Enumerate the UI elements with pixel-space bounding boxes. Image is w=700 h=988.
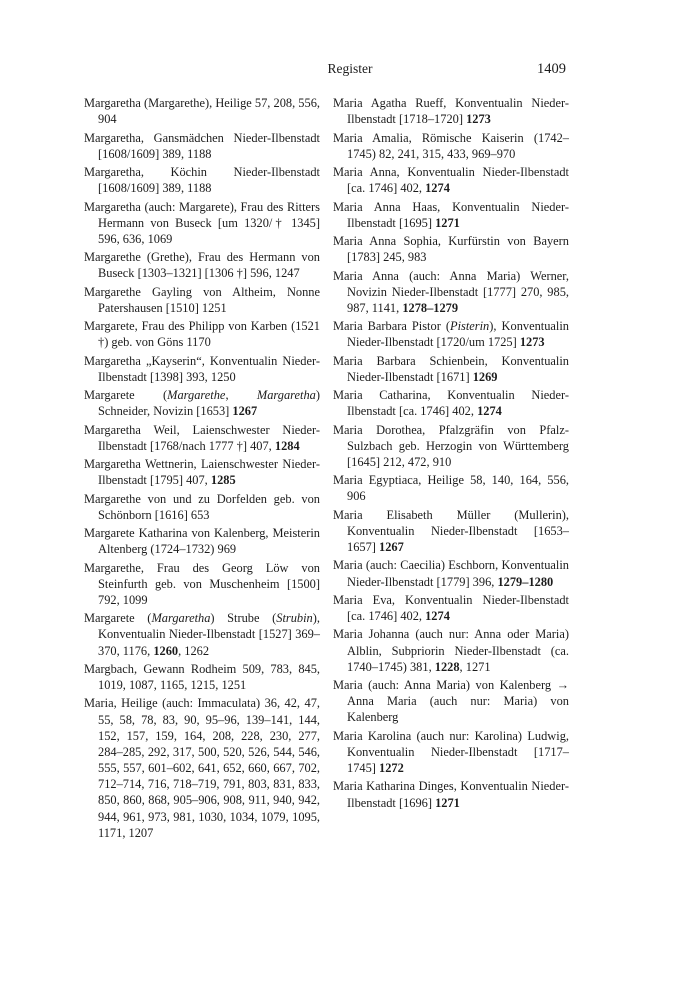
index-entry [84, 249, 320, 281]
index-entry [84, 560, 320, 608]
index-entry [333, 557, 569, 589]
entry-text: Maria Anna Haas, Konventualin Nieder-Ilbenstadt [1695] [333, 199, 569, 230]
bold-page-ref: 1267 [379, 540, 404, 555]
entry-text: Margaretha, Köchin Nieder-Ilbenstadt [1608/1609] 389, 1188 [84, 165, 320, 196]
entry-text: Maria Karolina (auch nur: Karolina) Ludwig, Konventualin Nieder-Ilbenstadt [1717–1745] [333, 728, 569, 776]
index-entry [84, 199, 320, 247]
entry-text: Margaretha Wettnerin, Laienschwester Nieder-Ilbenstadt [1795] 407, [84, 457, 320, 488]
entry-text: Maria Johanna (auch nur: Anna oder Maria) Alblin, Subpriorin Nieder-Ilbenstadt (ca. 1740–1745) 381, [333, 627, 569, 674]
index-column-right [333, 95, 569, 813]
entry-text: Margarete ( [84, 388, 168, 403]
entry-text: Margarethe Gayling von Altheim, Nonne Patershausen [1510] 1251 [84, 284, 320, 315]
index-entry [333, 353, 569, 385]
index-entry [84, 387, 320, 419]
entry-text: ), Konventualin Nieder-Ilbenstadt [1720/um 1725] [347, 319, 569, 350]
index-entry [333, 130, 569, 162]
entry-text: ) Schneider, Novizin [1653] [98, 388, 320, 419]
entry-text: Maria Anna, Konventualin Nieder-Ilbenstadt [ca. 1746] 402, [333, 165, 569, 196]
entry-text: Maria Elisabeth Müller (Mullerin), Konventualin Nieder-Ilbenstadt [1653–1657] [333, 507, 569, 555]
bold-page-ref: 1274 [425, 609, 450, 624]
index-entry [84, 130, 320, 162]
bold-page-ref: 1273 [466, 112, 491, 127]
name-variant: Margarethe [167, 388, 226, 403]
index-column-left [84, 95, 320, 843]
running-head [0, 61, 700, 81]
index-entry [333, 507, 569, 555]
entry-text: Margarethe von und zu Dorfelden geb. von Schönborn [1616] 653 [84, 491, 320, 522]
index-entry [84, 456, 320, 488]
index-entry [333, 268, 569, 316]
entry-text: Margarete, Frau des Philipp von Karben (1521 †) geb. von Göns 1170 [84, 319, 320, 350]
page-number: 1409 [537, 61, 566, 77]
index-entry [84, 284, 320, 316]
entry-text: Maria Agatha Rueff, Konventualin Nieder-Ilbenstadt [1718–1720] [333, 96, 569, 127]
entry-text: , [225, 388, 257, 403]
index-entry [333, 318, 569, 350]
index-entry [84, 695, 320, 840]
bold-page-ref: 1267 [232, 404, 258, 419]
entry-text: ), Konventualin Nieder-Ilbenstadt [1527] 369–370, 1176, [98, 611, 320, 658]
name-variant: Pisterin [450, 319, 490, 334]
index-entry [333, 592, 569, 624]
index-entry [333, 387, 569, 419]
entry-text: Margaretha, Gansmädchen Nieder-Ilbenstadt [1608/1609] 389, 1188 [84, 130, 320, 161]
index-entry [84, 353, 320, 385]
bold-page-ref: 1284 [274, 438, 300, 453]
bold-page-ref: 1274 [477, 404, 502, 419]
entry-text: Maria Barbara Schienbein, Konventualin Nieder-Ilbenstadt [1671] [333, 353, 569, 384]
name-variant: Strubin [276, 611, 313, 626]
bold-page-ref: 1269 [472, 369, 498, 384]
name-variant: Margaretha [256, 388, 316, 403]
bold-page-ref: 1279–1280 [497, 574, 554, 589]
running-title: Register [327, 61, 373, 76]
entry-text: Margarethe, Frau des Georg Löw von Steinfurth geb. von Muschenheim [1500] 792, 1099 [84, 560, 320, 607]
name-variant: Margaretha [151, 611, 211, 626]
index-entry [84, 661, 320, 693]
index-entry [333, 677, 569, 725]
entry-text: Maria (auch: Anna Maria) von Kalenberg → Anna Maria (auch nur: Maria) von Kalenberg [333, 678, 569, 725]
index-entry [84, 318, 320, 350]
bold-page-ref: 1273 [519, 335, 545, 350]
bold-page-ref: 1271 [435, 795, 460, 810]
entry-text: Margaretha Weil, Laienschwester Nieder-Ilbenstadt [1768/nach 1777 †] 407, [84, 422, 320, 453]
entry-text: Maria Catharina, Konventualin Nieder-Ilbenstadt [ca. 1746] 402, [333, 388, 569, 419]
bold-page-ref: 1271 [435, 215, 460, 230]
entry-text: Maria Barbara Pistor ( [333, 319, 451, 334]
index-entry [333, 728, 569, 776]
entry-text: Margarete ( [84, 611, 152, 626]
entry-text: Margaretha „Kayserin“, Konventualin Nieder-Ilbenstadt [1398] 393, 1250 [84, 353, 320, 384]
index-entry [84, 422, 320, 454]
index-entry [333, 626, 569, 674]
index-entry [333, 199, 569, 231]
entry-text: Margarete Katharina von Kalenberg, Meisterin Altenberg (1724–1732) 969 [84, 526, 320, 557]
index-entry [84, 610, 320, 658]
entry-text: Maria Amalia, Römische Kaiserin (1742–1745) 82, 241, 315, 433, 969–970 [333, 130, 569, 161]
entry-text: Maria Anna Sophia, Kurfürstin von Bayern [1783] 245, 983 [333, 234, 569, 265]
entry-text: Maria Anna (auch: Anna Maria) Werner, Novizin Nieder-Ilbenstadt [1777] 270, 985, 987, 1141, [333, 268, 569, 315]
entry-text: , 1262 [178, 643, 210, 658]
index-entry [84, 95, 320, 127]
entry-text: Margaretha (auch: Margarete), Frau des Ritters Hermann von Buseck [um 1320/† 1345] 596, 636, 1069 [84, 199, 320, 246]
entry-text: Maria, Heilige (auch: Immaculata) 36, 42, 47, 55, 58, 78, 83, 90, 95–96, 139–141, 144, 152, 157, 159, 164, 208, 228, 230, 277, 284–285, 292, 317, 500, 520, 526, 544, 546, 555, 557, 601–602, 641, 652, 660, 667, 702, 712–714, 716, 718–719, 791, 803, 831, 833, 850, 860, 868, 905–906, 908, 911, 940, 942, 944, 961, 973, 981, 1030, 1034, 1079, 1095, 1171, 1207 [84, 696, 320, 840]
bold-page-ref: 1272 [379, 761, 404, 776]
index-entry [333, 233, 569, 265]
index-entry [84, 525, 320, 557]
bold-page-ref: 1278–1279 [402, 300, 459, 315]
index-entry [333, 778, 569, 810]
entry-text: ) Strube ( [210, 611, 277, 626]
bold-page-ref: 1228 [434, 659, 460, 674]
index-entry [333, 422, 569, 470]
index-entry [333, 472, 569, 504]
index-entry [333, 164, 569, 196]
index-entry [84, 164, 320, 196]
entry-text: Maria Eva, Konventualin Nieder-Ilbenstadt [ca. 1746] 402, [333, 592, 569, 624]
bold-page-ref: 1260 [153, 643, 179, 658]
entry-text: , 1271 [459, 659, 491, 674]
entry-text: Margaretha (Margarethe), Heilige 57, 208, 556, 904 [84, 96, 320, 127]
entry-text: Margbach, Gewann Rodheim 509, 783, 845, 1019, 1087, 1165, 1215, 1251 [84, 661, 320, 693]
entry-text: Margarethe (Grethe), Frau des Hermann von Buseck [1303–1321] [1306 †] 596, 1247 [84, 250, 320, 281]
index-entry [84, 491, 320, 523]
bold-page-ref: 1285 [210, 473, 236, 488]
entry-text: Maria Dorothea, Pfalzgräfin von Pfalz-Sulzbach geb. Herzogin von Württemberg [1645] 212, 472, 910 [333, 422, 569, 469]
entry-text: Maria (auch: Caecilia) Eschborn, Konventualin Nieder-Ilbenstadt [1779] 396, [333, 558, 569, 589]
entry-text: Maria Katharina Dinges, Konventualin Nieder-Ilbenstadt [1696] [333, 779, 569, 810]
index-entry [333, 95, 569, 127]
bold-page-ref: 1274 [425, 181, 450, 196]
entry-text: Maria Egyptiaca, Heilige 58, 140, 164, 556, 906 [333, 473, 569, 504]
